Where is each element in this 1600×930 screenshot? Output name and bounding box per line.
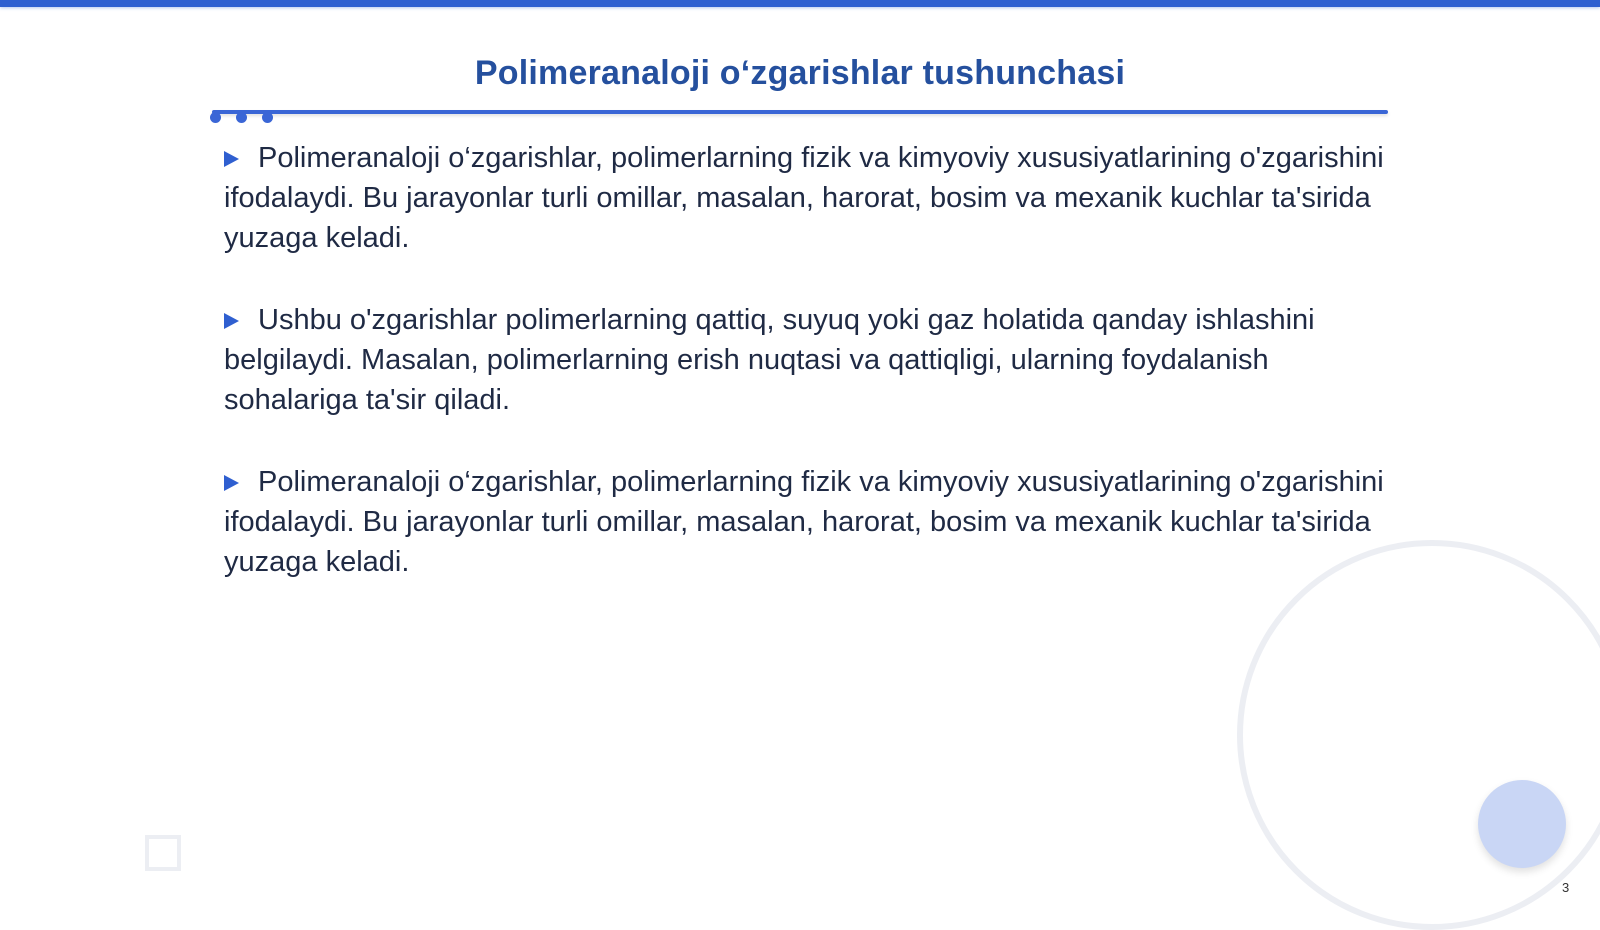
title-underline <box>212 110 1388 114</box>
page-number: 3 <box>1562 880 1570 895</box>
triangle-right-icon <box>224 313 239 329</box>
decorative-square <box>145 835 181 871</box>
slide-title: Polimeranaloji o‘zgarishlar tushunchasi <box>474 54 1126 92</box>
triangle-right-icon <box>224 151 239 167</box>
underline-dot <box>210 112 221 123</box>
bullet-item <box>224 138 1384 258</box>
underline-dot <box>262 112 273 123</box>
bullet-list <box>224 138 1384 624</box>
bullet-item <box>224 462 1384 582</box>
triangle-right-icon <box>224 475 239 491</box>
top-accent-bar <box>0 0 1600 7</box>
underline-dot <box>236 112 247 123</box>
decorative-bubble <box>1478 780 1566 868</box>
bullet-text: Polimeranaloji o‘zgarishlar, polimerlarning fizik va kimyoviy xususiyatlarining o'zgarishini ifodalaydi. Bu jarayonlar turli omillar, masalan, harorat, bosim va mexanik kuchlar ta'sirida yuzaga keladi. <box>224 466 1384 578</box>
bullet-text: Ushbu o'zgarishlar polimerlarning qattiq, suyuq yoki gaz holatida qanday ishlashini belgilaydi. Masalan, polimerlarning erish nuqtasi va qattiqligi, ularning foydalanish sohalariga ta'sir qiladi. <box>224 304 1315 416</box>
bullet-item <box>224 300 1384 420</box>
decorative-ring <box>1237 540 1600 930</box>
bullet-text: Polimeranaloji o‘zgarishlar, polimerlarning fizik va kimyoviy xususiyatlarining o'zgarishini ifodalaydi. Bu jarayonlar turli omillar, masalan, harorat, bosim va mexanik kuchlar ta'sirida yuzaga keladi. <box>224 142 1384 254</box>
